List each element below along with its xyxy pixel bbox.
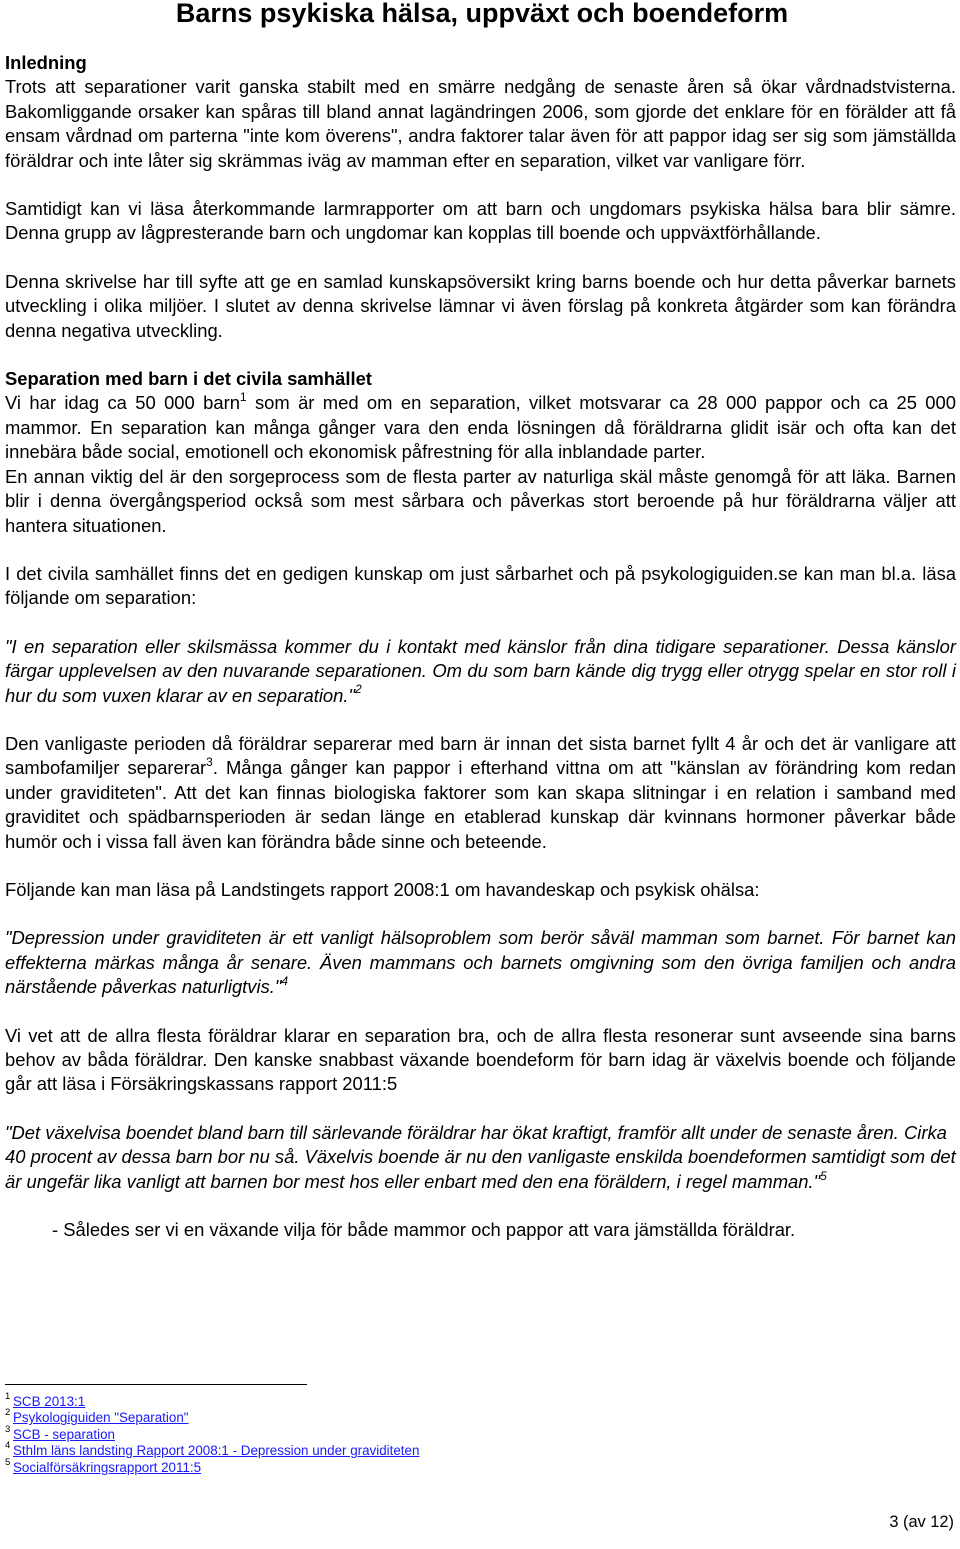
quote-forsakringskassan [5,1121,956,1194]
footnote-link-4[interactable]: Sthlm läns landsting Rapport 2008:1 - Depression under graviditeten [13,1443,420,1459]
paragraph-separation-2: En annan viktig del är den sorgeprocess som de flesta parter av naturliga skäl måste genomgå för att läka. Barnen blir i denna övergångsperiod också som mest sårbara och påverkas stort beroende på hur föräldrarna väljer att hantera situationen. [5,465,956,536]
footnote-3 [5,1423,605,1443]
footnote-number: 4 [5,1440,11,1452]
conclusion-line: - Således ser vi en växande vilja för både mammor och pappor att vara jämställda föräldrar. [52,1219,796,1241]
footnote-1 [5,1391,605,1410]
footnote-5 [5,1456,605,1476]
footnote-4 [5,1440,605,1459]
quote-text: "Depression under graviditeten är ett vanligt hälsoproblem som berör såväl mamman som barnet. För barnet kan effekterna märkas många år senare. Även mammans och barnets omgivning som den övriga familjen och andra närstående påverkas naturligtvis." [5,927,956,998]
footnote-ref-5: 5 [820,1168,827,1183]
page-number: 3 (av 12) [889,1513,954,1531]
paragraph-intro-1: Trots att separationer varit ganska stabilt med en smärre nedgång de senaste åren så ökar vårdnadstvisterna. Bakomliggande orsaker kan spåras till bland annat lagändringen 2006, som gjorde det enklare för en förälder att få ensam vårdnad om parterna "inte kom överens", andra faktorer talar även för att pappor idag ser sig som jämställda föräldrar och inte låter sig skrämmas iväg av mamman efter en separation, vilket var vanligare förr. [5,76,956,171]
paragraph-intro-2: Samtidigt kan vi läsa återkommande larmrapporter om att barn och ungdomars psykiska hälsa bara blir sämre. Denna grupp av lågpresterande barn och ungdomar kan kopplas till boende och uppväxtförhållande. [5,198,956,244]
footnote-ref-4: 4 [281,974,289,989]
paragraph-text: . Många gånger kan pappor i efterhand vittna om att "känslan av förändring kom redan under graviditeten". Att det kan finnas biologiska faktorer som kan skapa slitningar i en relation i samband med graviditet och spädbarnsperioden är sedan länge en etablerad kunskap där kvinnans hormoner påverkar både humör och i vissa fall även kan förändra både sinne och beteende. [5,757,956,852]
quote-text: "I en separation eller skilsmässa kommer du i kontakt med känslor från dina tidigare separationer. Dessa känslor färgar upplevelsen av den nuvarande separationen. Om du som barn kände dig trygg eller otrygg spelar en stor roll i hur du som vuxen klarar av en separation." [5,635,956,706]
page-title-text: Barns psykiska hälsa, uppväxt och boendeform [175,0,789,28]
heading-inledning: Inledning [5,52,87,73]
footnote-link-5[interactable]: Socialförsäkringsrapport 2011:5 [13,1459,202,1475]
footnote-number: 5 [5,1456,11,1468]
paragraph-separation-5: Följande kan man läsa på Landstingets rapport 2008:1 om havandeskap och psykisk ohälsa: [5,878,760,900]
footnote-link-1[interactable]: SCB 2013:1 [13,1394,86,1409]
paragraph-separation-3: I det civila samhället finns det en gedigen kunskap om just sårbarhet och på psykologiguiden.se kan man bl.a. läsa följande om separation: [5,562,956,609]
footnote-number: 3 [5,1423,11,1435]
paragraph-separation-6: Vi vet att de allra flesta föräldrar klarar en separation bra, och de allra flesta resonerar sunt avseende sina barns behov av båda föräldrar. Den kanske snabbast växande boendeform för barn idag är växelvis boende och följande går att läsa i Försäkringskassans rapport 2011:5 [5,1024,956,1095]
footnotes [5,1391,605,1476]
quote-text: "Det växelvisa boendet bland barn till särlevande föräldrar har ökat kraftigt, framför allt under de senaste åren. Cirka 40 procent av dessa barn bor nu så. Växelvis boende är nu den vanligaste enskilda boendeformen samtidigt som det är ungefär lika vanligt att barnen bor mest hos eller enbart med den ena föräldern, i regel mamman." [5,1121,956,1192]
paragraph-separation-1 [5,391,956,464]
paragraph-intro-3: Denna skrivelse har till syfte att ge en samlad kunskapsöversikt kring barns boende och hur detta påverkar barnets utveckling i olika miljöer. I slutet av denna skrivelse lämnar vi även förslag på konkreta åtgärder som kan förändra denna negativa utveckling. [5,270,956,341]
footnote-2 [5,1407,605,1426]
footnote-number: 2 [5,1407,11,1419]
footnote-link-2[interactable]: Psykologiguiden "Separation" [13,1410,189,1426]
footnote-ref-1: 1 [239,390,247,405]
page-title [0,0,960,26]
paragraph-text: Den vanligaste perioden då föräldrar separerar med barn är innan det sista barnet fyllt 4 år och det är vanligare att sambofamiljer separerar [5,732,956,779]
paragraph-text: Vi har idag ca 50 000 barn [5,392,240,414]
footnote-link-3[interactable]: SCB - separation [13,1426,115,1442]
footnote-number: 1 [5,1391,11,1402]
footnote-divider [5,1384,307,1385]
footnote-ref-3: 3 [206,755,213,770]
footnote-ref-2: 2 [355,682,362,697]
paragraph-separation-4 [5,732,956,854]
heading-separation: Separation med barn i det civila samhället [5,368,372,390]
document-body [5,51,956,1242]
quote-psykologiguiden [5,635,956,708]
quote-landstinget [5,926,956,999]
paragraph-text: som är med om en separation, vilket motsvarar ca 28 000 pappor och ca 25 000 mammor. En separation kan många gånger vara den enda lösningen då föräldrarna glidit isär och ofta kan det innebära både social, emotionell och ekonomisk påfrestning för alla inblandade parter. [5,392,956,463]
